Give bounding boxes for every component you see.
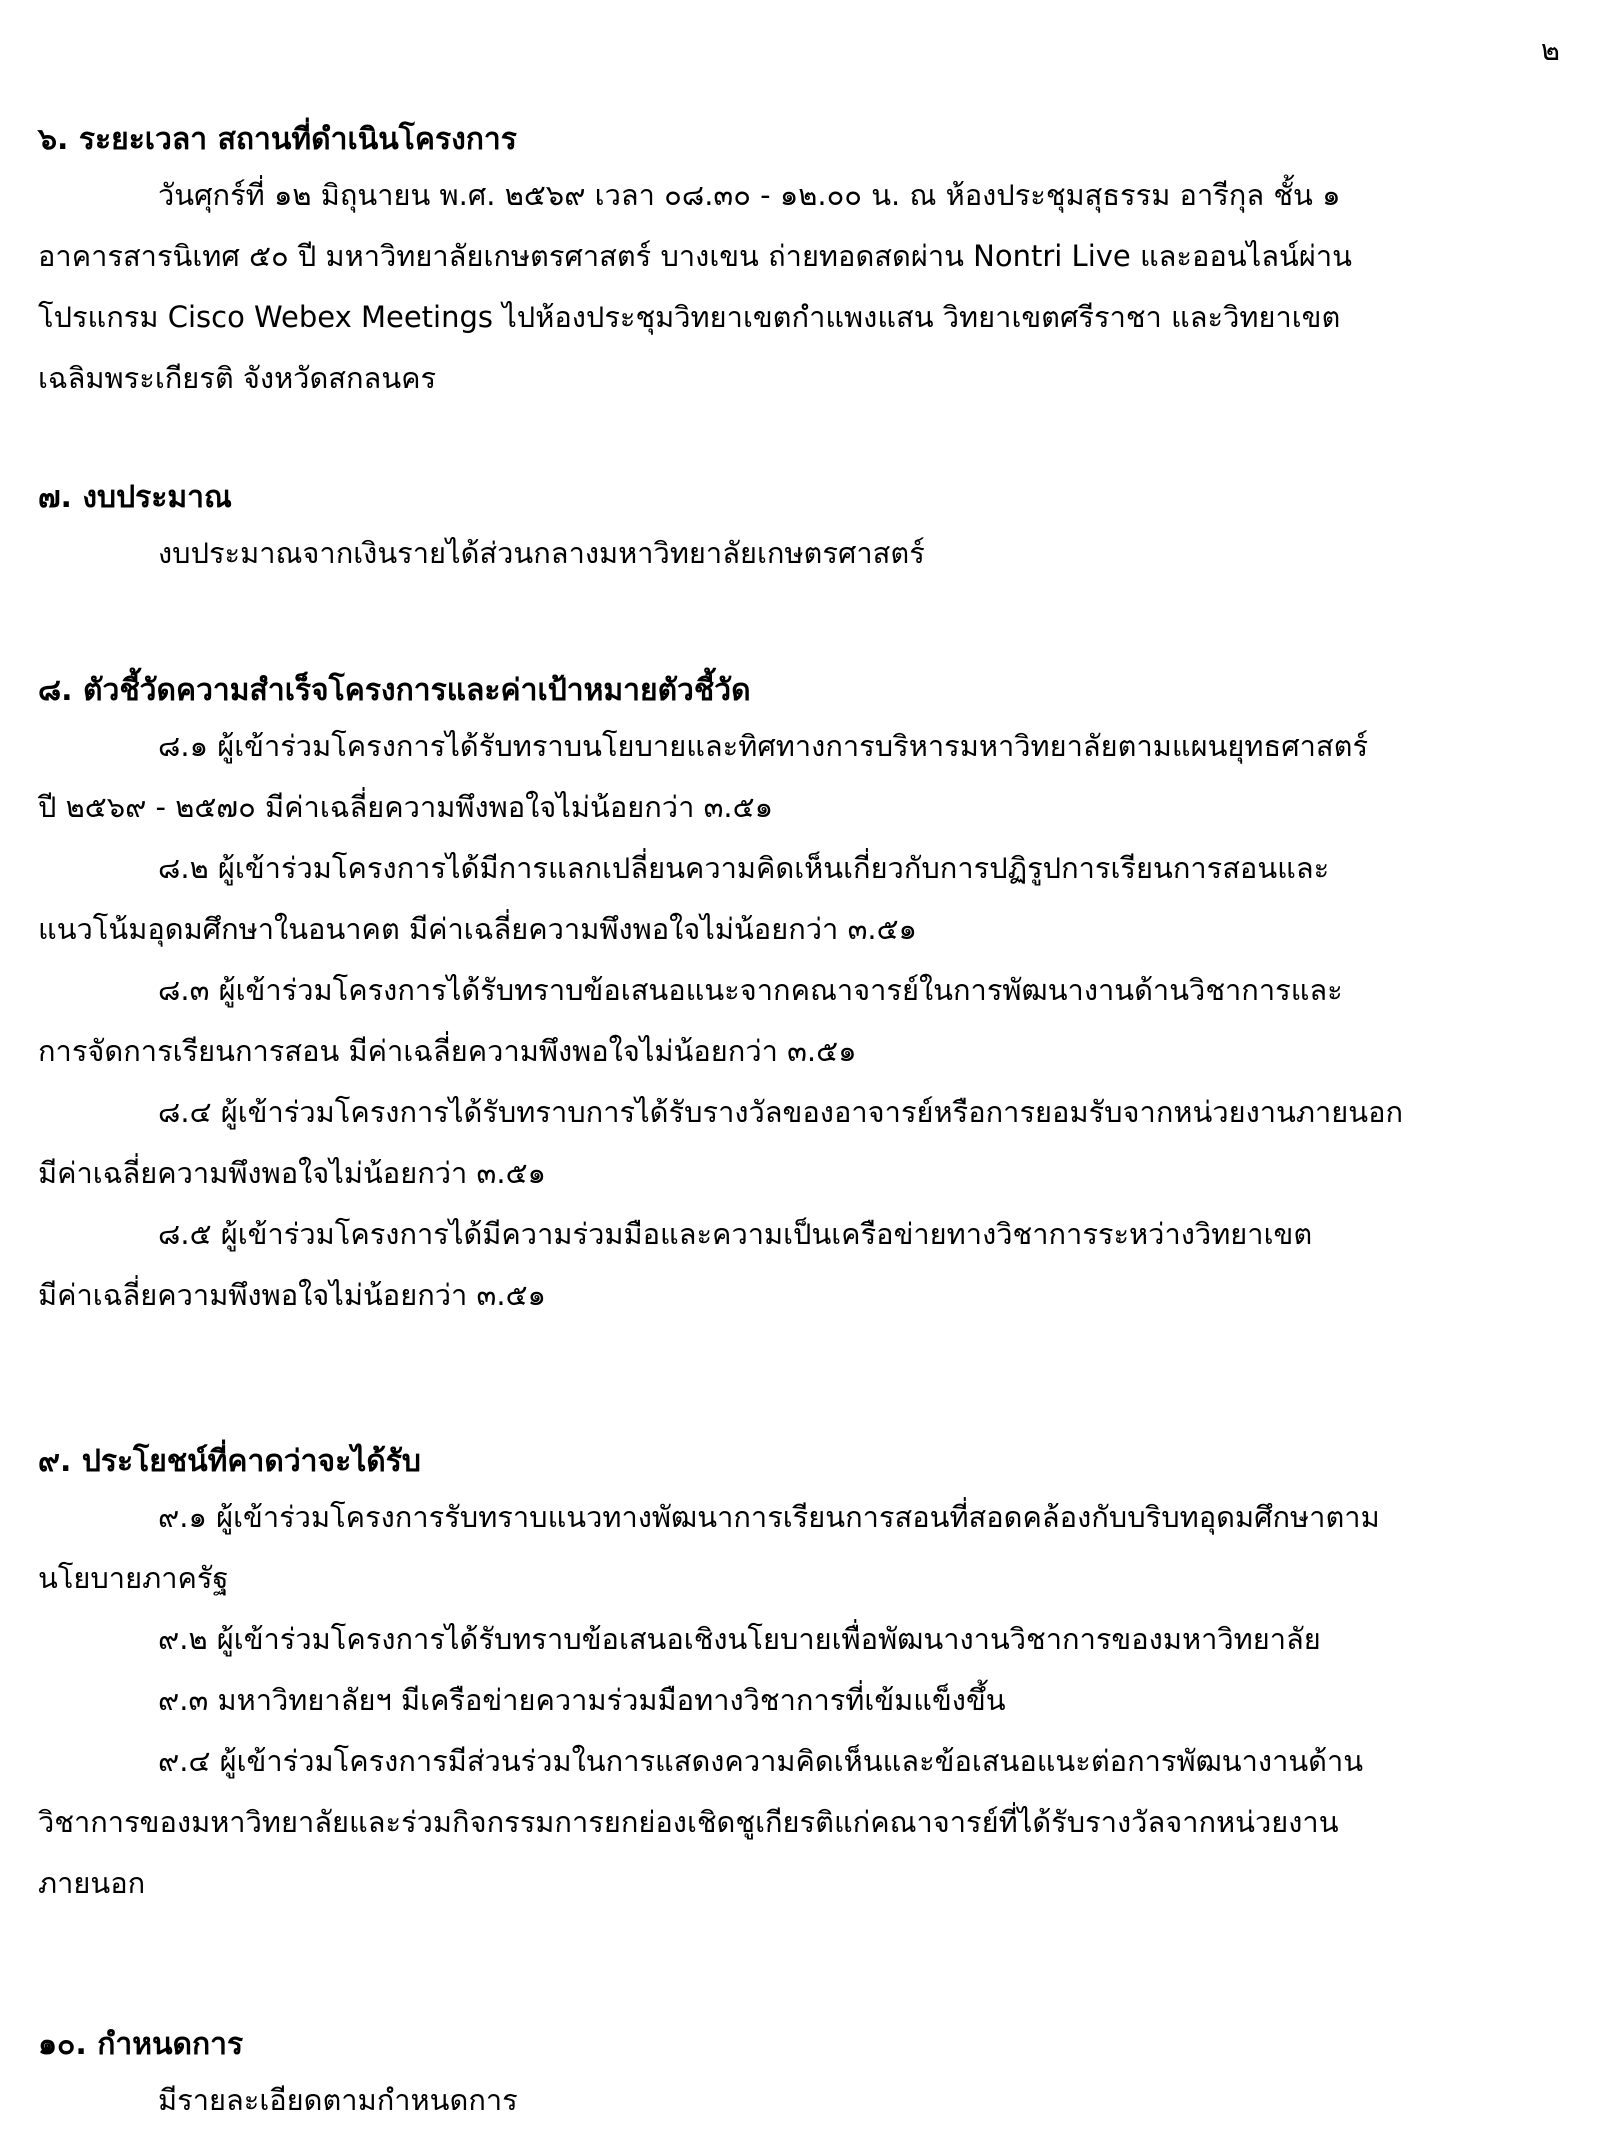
list-item-line: ๙.๑ ผู้เข้าร่วมโครงการรับทราบแนวทางพัฒนาการเรียนการสอนที่สอดคล้องกับบริบทอุดมศึกษาตาม	[158, 1500, 1380, 1534]
section-6-schedule-venue	[38, 115, 1558, 409]
list-item-line: ๙.๔ ผู้เข้าร่วมโครงการมีส่วนร่วมในการแสดงความคิดเห็นและข้อเสนอแนะต่อการพัฒนางานด้าน	[158, 1744, 1364, 1778]
section-heading: ๙. ประโยชน์ที่คาดว่าจะได้รับ	[38, 1444, 421, 1479]
list-item-line: แนวโน้มอุดมศึกษาในอนาคต มีค่าเฉลี่ยความพึงพอใจไม่น้อยกว่า ๓.๕๑	[38, 912, 917, 946]
list-item-line: วิชาการของมหาวิทยาลัยและร่วมกิจกรรมการยกย่องเชิดชูเกียรติแก่คณาจารย์ที่ได้รับรางวัลจากหน่วยงาน	[38, 1805, 1339, 1839]
list-item-line: ๙.๓ มหาวิทยาลัยฯ มีเครือข่ายความร่วมมือทางวิชาการที่เข้มแข็งขึ้น	[158, 1683, 1006, 1717]
list-item-line: มีค่าเฉลี่ยความพึงพอใจไม่น้อยกว่า ๓.๕๑	[38, 1156, 546, 1190]
paragraph-line: เฉลิมพระเกียรติ จังหวัดสกลนคร	[38, 361, 437, 395]
section-7-budget	[38, 473, 1558, 584]
list-item-line: ๙.๒ ผู้เข้าร่วมโครงการได้รับทราบข้อเสนอเชิงนโยบายเพื่อพัฒนางานวิชาการของมหาวิทยาลัย	[158, 1622, 1321, 1656]
paragraph-line: งบประมาณจากเงินรายได้ส่วนกลางมหาวิทยาลัยเกษตรศาสตร์	[158, 536, 925, 570]
section-8-indicators	[38, 666, 1558, 1326]
section-heading: ๑๐. กำหนดการ	[38, 2027, 244, 2062]
section-heading: ๘. ตัวชี้วัดความสำเร็จโครงการและค่าเป้าหมายตัวชี้วัด	[38, 673, 751, 708]
list-item-line: ๘.๕ ผู้เข้าร่วมโครงการได้มีความร่วมมือและความเป็นเครือข่ายทางวิชาการระหว่างวิทยาเขต	[158, 1217, 1313, 1251]
paragraph-line: อาคารสารนิเทศ ๕๐ ปี มหาวิทยาลัยเกษตรศาสตร์ บางเขน ถ่ายทอดสดผ่าน Nontri Live และออนไลน์ผ่าน	[38, 239, 1352, 273]
section-body	[38, 1487, 1558, 1914]
list-item-line: ๘.๔ ผู้เข้าร่วมโครงการได้รับทราบการได้รับรางวัลของอาจารย์หรือการยอมรับจากหน่วยงานภายนอก	[158, 1095, 1404, 1129]
section-10-agenda	[38, 2020, 1558, 2131]
list-item	[38, 1609, 1558, 1670]
list-item-line: ภายนอก	[38, 1866, 146, 1900]
list-item	[38, 1487, 1558, 1609]
list-item	[38, 1670, 1558, 1731]
list-item	[38, 838, 1558, 960]
paragraph-line: มีรายละเอียดตามกำหนดการ	[158, 2083, 518, 2117]
page-number: ๒	[1540, 33, 1560, 67]
list-item-line: นโยบายภาครัฐ	[38, 1561, 229, 1595]
list-item-line: ๘.๒ ผู้เข้าร่วมโครงการได้มีการแลกเปลี่ยนความคิดเห็นเกี่ยวกับการปฏิรูปการเรียนการสอนและ	[158, 851, 1330, 885]
section-body	[38, 2070, 1558, 2131]
list-item	[38, 1082, 1558, 1204]
list-item-line: การจัดการเรียนการสอน มีค่าเฉลี่ยความพึงพอใจไม่น้อยกว่า ๓.๕๑	[38, 1034, 857, 1068]
section-heading: ๗. งบประมาณ	[38, 480, 232, 515]
paragraph-line: โปรแกรม Cisco Webex Meetings ไปห้องประชุมวิทยาเขตกำแพงแสน วิทยาเขตศรีราชา และวิทยาเขต	[38, 300, 1341, 334]
paragraph-line: วันศุกร์ที่ ๑๒ มิถุนายน พ.ศ. ๒๕๖๙ เวลา ๐๘.๓๐ - ๑๒.๐๐ น. ณ ห้องประชุมสุธรรม อารีกุล ชั้น ๑	[158, 178, 1341, 212]
section-body	[38, 523, 1558, 584]
section-body	[38, 165, 1558, 409]
list-item-line: ๘.๑ ผู้เข้าร่วมโครงการได้รับทราบนโยบายและทิศทางการบริหารมหาวิทยาลัยตามแผนยุทธศาสตร์	[158, 729, 1369, 763]
section-heading: ๖. ระยะเวลา สถานที่ดำเนินโครงการ	[38, 122, 517, 157]
list-item-line: มีค่าเฉลี่ยความพึงพอใจไม่น้อยกว่า ๓.๕๑	[38, 1278, 546, 1312]
list-item	[38, 960, 1558, 1082]
section-body	[38, 716, 1558, 1326]
list-item	[38, 716, 1558, 838]
section-9-benefits	[38, 1437, 1558, 1914]
list-item	[38, 1204, 1558, 1326]
list-item-line: ปี ๒๕๖๙ - ๒๕๗๐ มีค่าเฉลี่ยความพึงพอใจไม่น้อยกว่า ๓.๕๑	[38, 790, 773, 824]
list-item	[38, 1731, 1558, 1914]
list-item-line: ๘.๓ ผู้เข้าร่วมโครงการได้รับทราบข้อเสนอแนะจากคณาจารย์ในการพัฒนางานด้านวิชาการและ	[158, 973, 1343, 1007]
